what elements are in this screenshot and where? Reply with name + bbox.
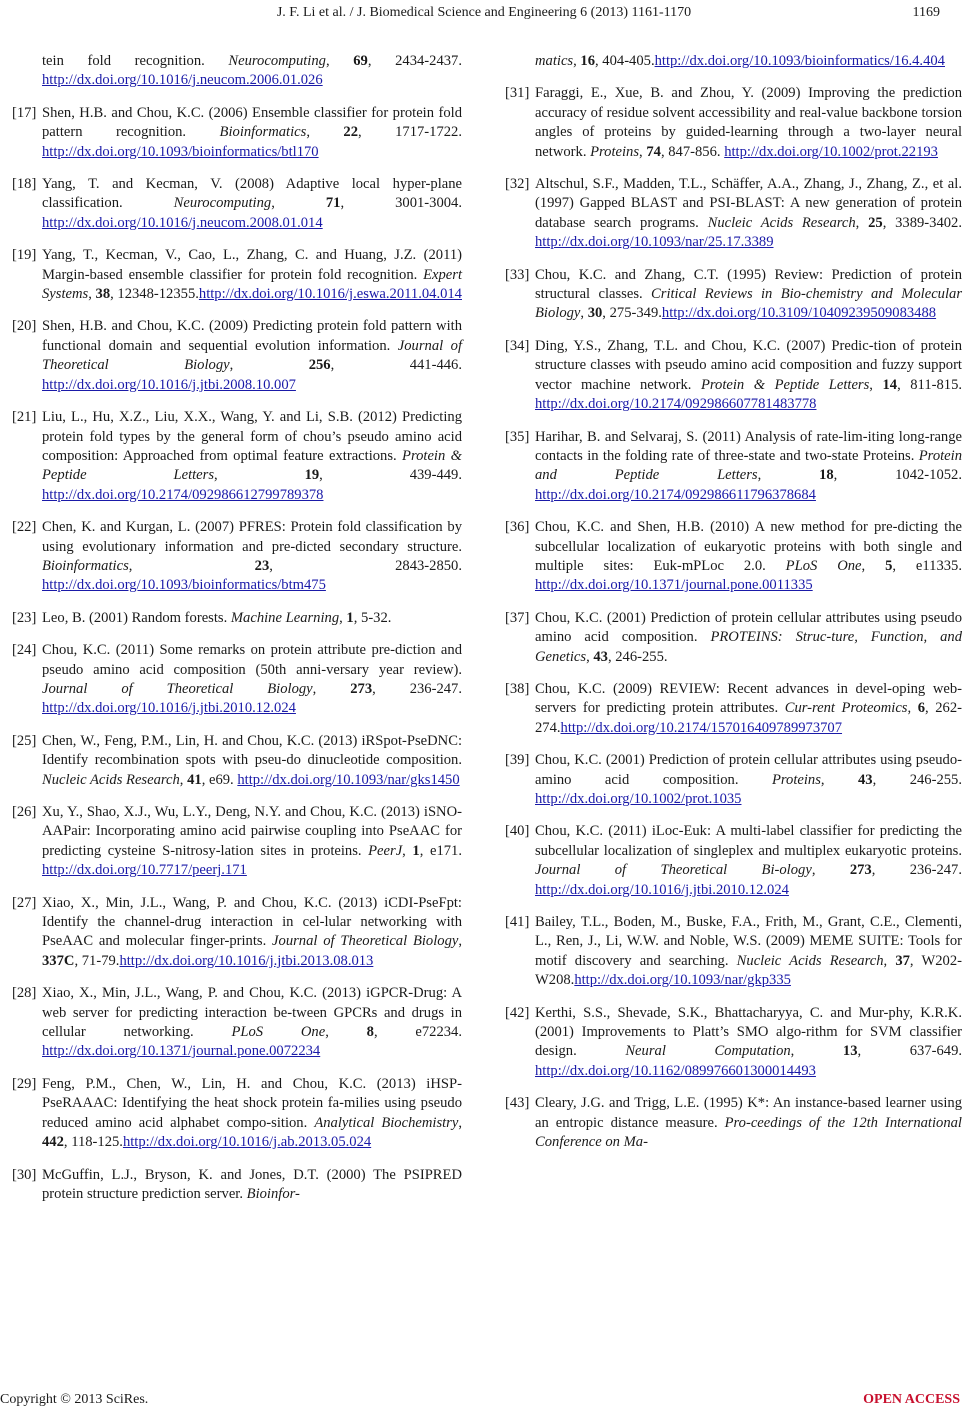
reference-text: Chou, K.C. (2001) Prediction of protein cellular attributes using pseudo amino acid composition. [535,609,962,646]
doi-link[interactable]: http://dx.doi.org/10.1016/j.jtbi.2013.08.013 [119,952,374,969]
reference-text: McGuffin, L.J., Bryson, K. and Jones, D.T. (2000) The PSIPRED protein structure prediction server. [42,1166,462,1202]
volume-number: 41 [187,771,202,788]
page-range: , 275-349. [602,305,662,322]
journal-name: matics [535,53,574,69]
reference-number: [37] [505,609,530,626]
page-range: , 1717-1722. [358,124,463,141]
journal-name: Journal of Theoretical Biology [42,680,313,697]
reference-entry [505,1094,962,1152]
reference-entry [12,1166,462,1205]
right-column [505,52,962,1166]
volume-number: 18 [819,467,834,484]
reference-entry: [22] Chen, K. and Kurgan, L. (2007) PFRES: Protein fold classification by using evolutionary information and pre-dicted secondary structure. Bioinformatics, 23, 2843-2850. http://dx.doi.org/10.1093/bioinformatics/btm475 [12,518,462,596]
reference-text: Chou, K.C. and Shen, H.B. (2010) A new method for pre-dicting the subcellular localization of eukaryotic proteins with both single and multiple sites: Euk-mPLoc 2.0. [535,519,962,574]
page-range: , e72234. [373,1024,463,1041]
reference-text: Xu, Y., Shao, X.J., Wu, L.Y., Deng, N.Y. and Chou, K.C. (2013) iSNO-AAPair: Incorporating amino acid pairwise coupling into PseAAC for predicting cysteine S-nitrosy-lation sites in proteins. [42,804,462,859]
doi-link[interactable]: http://dx.doi.org/10.2174/092986611796378684 [535,486,816,503]
reference-text: Chou, K.C. (2009) REVIEW: Recent advances in devel-oping web-servers for predicting protein attributes. [535,680,962,717]
page-range: , 439-449. [319,467,462,484]
journal-name: Pro-ceedings of the 12th International Conference on Ma- [535,1114,962,1151]
volume-number: 74 [646,143,661,160]
reference-text: Chou, K.C. and Zhang, C.T. (1995) Review: Prediction of protein structural classes. [535,266,962,303]
volume-number: 38 [95,286,111,303]
doi-link[interactable]: http://dx.doi.org/10.7717/peerj.171 [42,862,247,879]
doi-link[interactable]: http://dx.doi.org/10.1002/prot.1035 [535,791,742,807]
reference-text: Shen, H.B. and Chou, K.C. (2009) Predicting protein fold pattern with functional domain and sequential evolution information. [42,318,462,354]
volume-number: 273 [849,862,872,879]
volume-number: 30 [587,305,603,322]
reference-text: Harihar, B. and Selvaraj, S. (2011) Analysis of rate-lim-iting long-range contacts in the folding rate of three-state and two-state Proteins. [535,428,962,464]
journal-name: Machine Learning [230,609,340,626]
reference-text: Chen, W., Feng, P.M., Lin, H. and Chou, K.C. (2013) iRSpot-PseDNC: Identify recombination spots with pseu-do dinucleotide composition. [42,732,462,769]
doi-link[interactable]: http://dx.doi.org/10.1016/j.jtbi.2008.10.007 [42,376,296,393]
page-range: , e11335. [892,557,962,574]
reference-entry: tein fold recognition. Neurocomputing, 69, 2434-2437.http://dx.doi.org/10.1016/j.neucom.2006.01.026 [12,52,462,91]
volume-number: 22 [343,124,359,141]
reference-text: Liu, L., Hu, X.Z., Liu, X.X., Wang, Y. and Li, S.B. (2012) Predicting protein fold types by the general form of chou’s pseudo amino acid composition: Approached from optimal feature extractions. [42,409,462,464]
reference-entry: [32] Altschul, S.F., Madden, T.L., Schäffer, A.A., Zhang, J., Zhang, Z., et al. (1997) Gapped BLAST and PSI-BLAST: A new generation of protein database search programs. Nucleic Acids Research, 25, 3389-3402.http://dx.doi.org/10.1093/nar/25.17.3389 [505,175,962,253]
reference-number: [39] [505,752,530,769]
reference-number: [32] [505,176,530,193]
reference-text: Shen, H.B. and Chou, K.C. (2006) Ensemble classifier for protein fold pattern recognition. [42,104,462,141]
volume-number: 16 [580,53,595,69]
reference-entry: [27] Xiao, X., Min, J.L., Wang, P. and Chou, K.C. (2013) iCDI-PseFpt: Identify the channel-drug interaction in cel-lular networking with PseAAC and molecular finger-prints. Journal of Theoretical Biology, 337C, 71-79.http://dx.doi.org/10.1016/j.jtbi.2013.08.013 [12,894,462,972]
reference-text: tein fold recognition. [42,53,229,69]
reference-number: [41] [505,914,530,931]
doi-link[interactable]: http://dx.doi.org/10.1016/j.neucom.2008.01.014 [42,214,323,231]
reference-text: Xiao, X., Min, J.L., Wang, P. and Chou, K.C. (2013) iCDI-PseFpt: Identify the channel-drug interaction in cel-lular networking with PseAAC and molecular finger-prints. [42,894,462,950]
page-range: , 3001-3004. [340,195,463,212]
reference-entry: [41] Bailey, T.L., Boden, M., Buske, F.A., Frith, M., Grant, C.E., Clementi, L., Ren, J., Li, W.W. and Noble, W.S. (2009) MEME SUITE: Tools for motif discovery and searching. Nucleic Acids Research, 37, W202-W208.http://dx.doi.org/10.1093/nar/gkp335 [505,913,962,991]
volume-number: 14 [882,376,898,393]
page-range: , 236-247. [372,680,463,697]
page-range: , 2434-2437. [367,53,463,69]
page-range: , W202-W208. [535,952,962,989]
journal-name: Nucleic Acids Research [707,214,856,231]
journal-name: Critical Reviews in Bio-chemistry and Molecular Biology [535,286,962,322]
left-column [12,52,462,1217]
journal-name: Neurocomputing [228,53,326,69]
reference-number: [31] [505,85,530,102]
journal-name: Neurocomputing [173,195,272,212]
journal-name: Bioinfor- [246,1185,300,1202]
journal-name: PLoS One [785,557,862,574]
volume-number: 19 [304,467,320,484]
reference-entry: [17] Shen, H.B. and Chou, K.C. (2006) Ensemble classifier for protein fold pattern recognition. Bioinformatics, 22, 1717-1722.http://dx.doi.org/10.1093/bioinformatics/btl170 [12,104,462,162]
journal-name: Protein & Peptide Letters [42,447,462,484]
journal-name: PLoS One [231,1024,326,1041]
reference-text: Chou, K.C. (2011) iLoc-Euk: A multi-label classifier for predicting the subcellular localization of singleplex and multiplex eukaryotic proteins. [535,823,962,859]
page-range: , 262-274. [535,700,962,736]
page-range: , 404-405. [595,53,655,69]
reference-number: [34] [505,337,530,354]
reference-number: [36] [505,519,530,536]
reference-number: [18] [12,176,37,193]
journal-name: Neural Computation [625,1043,791,1060]
reference-number: [24] [12,642,37,659]
reference-text: Chen, K. and Kurgan, L. (2007) PFRES: Protein fold classification by using evolutionary information and pre-dicted secondary structure. [42,519,462,555]
reference-number: [21] [12,409,37,426]
reference-number: [25] [12,732,37,749]
doi-link[interactable]: http://dx.doi.org/10.1002/prot.22193 [724,143,938,160]
copyright-notice: Copyright © 2013 SciRes. [0,1392,149,1407]
reference-text: Chou, K.C. (2011) Some remarks on protein attribute pre-diction and pseudo amino acid composition (50th anni-versary year review). [42,642,462,678]
journal-name: Nucleic Acids Research [42,771,180,788]
reference-number: [22] [12,519,37,536]
doi-link[interactable]: http://dx.doi.org/10.1093/nar/gkp335 [574,972,791,989]
reference-number: [27] [12,894,37,911]
reference-entry: [35] Harihar, B. and Selvaraj, S. (2011) Analysis of rate-lim-iting long-range contacts in the folding rate of three-state and two-state Proteins. Protein and Peptide Letters, 18, 1042-1052.http://dx.doi.org/10.2174/092986611796378684 [505,428,962,506]
reference-number: [28] [12,985,37,1002]
volume-number: 69 [353,53,368,69]
page-number: 1169 [912,5,940,20]
reference-text: Leo, B. (2001) Random forests. [42,609,231,626]
doi-link[interactable]: http://dx.doi.org/10.1093/bioinformatics/btl170 [42,143,319,160]
doi-link[interactable]: http://dx.doi.org/10.1016/j.ab.2013.05.024 [122,1134,372,1151]
volume-number: 256 [308,357,331,374]
reference-entry: [38] Chou, K.C. (2009) REVIEW: Recent advances in devel-oping web-servers for predicting protein attributes. Cur-rent Proteomics, 6, 262-274.http://dx.doi.org/10.2174/157016409789973707 [505,680,962,738]
reference-entry: [36] Chou, K.C. and Shen, H.B. (2010) A new method for pre-dicting the subcellular localization of eukaryotic proteins with both single and multiple sites: Euk-mPLoc 2.0. PLoS One, 5, e11335.http://dx.doi.org/10.1371/journal.pone.0011335 [505,518,962,596]
volume-number: 13 [842,1043,858,1060]
journal-name: Proteins [590,143,640,160]
reference-number: [40] [505,823,530,840]
page-range: , 2843-2850. [269,557,462,574]
reference-number: [29] [12,1075,37,1092]
journal-name: Analytical Biochemistry [314,1114,459,1131]
reference-number: [23] [12,609,37,626]
page-range: , e69. [201,771,238,788]
journal-name: Journal of Theoretical Bi-ology [535,862,812,879]
page-range: , 811-815. [897,376,963,393]
reference-entry: [24] Chou, K.C. (2011) Some remarks on protein attribute pre-diction and pseudo amino acid composition (50th anni-versary year review). Journal of Theoretical Biology, 273, 236-247. http://dx.doi.org/10.1016/j.jtbi.2010.12.024 [12,641,462,719]
reference-text: Feng, P.M., Chen, W., Lin, H. and Chou, K.C. (2013) iHSP-PseRAAAC: Identifying the heat shock protein fa-milies using pseudo reduced amino acid alphabet compo-sition. [42,1075,462,1131]
doi-link[interactable]: http://dx.doi.org/10.1016/j.jtbi.2010.12.024 [535,881,789,898]
doi-link[interactable]: http://dx.doi.org/10.1093/bioinformatics/16.4.404 [654,53,945,69]
reference-entry: [37] Chou, K.C. (2001) Prediction of protein cellular attributes using pseudo amino acid composition. PROTEINS: Struc-ture, Function, and Genetics, 43, 246-255. [505,609,962,665]
volume-number: 71 [325,195,341,212]
reference-entry: [34] Ding, Y.S., Zhang, T.L. and Chou, K.C. (2007) Predic-tion of protein structure classes with pseudo amino acid composition and fuzzy support vector machine network. Protein & Peptide Letters, 14, 811-815.http://dx.doi.org/10.2174/092986607781483778 [505,337,962,415]
doi-link[interactable]: http://dx.doi.org/10.2174/157016409789973707 [560,719,843,736]
reference-entry: [25] Chen, W., Feng, P.M., Lin, H. and Chou, K.C. (2013) iRSpot-PseDNC: Identify recombination spots with pseu-do dinucleotide composition. Nucleic Acids Research, 41, e69. http://dx.doi.org/10.1093/nar/gks1450 [12,732,462,790]
volume-number: 8 [366,1024,374,1041]
doi-link[interactable]: http://dx.doi.org/10.1371/journal.pone.0072234 [42,1043,321,1060]
doi-link[interactable]: http://dx.doi.org/10.1016/j.eswa.2011.04.014 [198,286,462,303]
volume-number: 1 [412,842,420,859]
volume-number: 25 [868,214,883,231]
page-range: , 12348-12355. [110,286,199,303]
volume-number: 43 [858,771,873,788]
reference-entry: [29] Feng, P.M., Chen, W., Lin, H. and Chou, K.C. (2013) iHSP-PseRAAAC: Identifying the heat shock protein fa-milies using pseudo reduced amino acid alphabet compo-sition. Analytical Biochemistry, 442, 118-125.http://dx.doi.org/10.1016/j.ab.2013.05.024 [12,1075,462,1153]
doi-link[interactable]: http://dx.doi.org/10.3109/10409239509083488 [661,305,937,322]
volume-number: 273 [350,680,373,697]
reference-entry: [42] Kerthi, S.S., Shevade, S.K., Bhattacharyya, C. and Mur-phy, K.R.K. (2001) Improvements to Platt’s SMO algo-rithm for SVM classifier design. Neural Computation, 13, 637-649. http://dx.doi.org/10.1162/089976601300014493 [505,1004,962,1082]
doi-link[interactable]: http://dx.doi.org/10.1371/journal.pone.0011335 [535,577,813,594]
reference-text: Bailey, T.L., Boden, M., Buske, F.A., Frith, M., Grant, C.E., Clementi, L., Ren, J., Li, W.W. and Noble, W.S. (2009) MEME SUITE: Tools for motif discovery and searching. [535,914,962,969]
reference-text: Altschul, S.F., Madden, T.L., Schäffer, A.A., Zhang, J., Zhang, Z., et al. (1997) Gapped BLAST and PSI-BLAST: A new generation of protein database search programs. [535,176,962,231]
page-range: , e171. [419,842,462,859]
page-range: , 441-446. [330,357,462,374]
reference-text: Yang, T. and Kecman, V. (2008) Adaptive local hyper-plane classification. [42,176,462,212]
journal-name: Journal of Theoretical Biology [272,933,459,950]
reference-text: Chou, K.C. (2001) Prediction of protein cellular attributes using pseudo-amino acid composition. [535,752,962,788]
page-range: , 71-79. [74,952,120,969]
reference-text: Kerthi, S.S., Shevade, S.K., Bhattacharyya, C. and Mur-phy, K.R.K. (2001) Improvements to Platt’s SMO algo-rithm for SVM classifier design. [535,1004,962,1060]
doi-link[interactable]: http://dx.doi.org/10.2174/092986607781483778 [535,396,817,413]
doi-link[interactable]: http://dx.doi.org/10.1093/nar/25.17.3389 [535,234,774,251]
reference-entry: [26] Xu, Y., Shao, X.J., Wu, L.Y., Deng, N.Y. and Chou, K.C. (2013) iSNO-AAPair: Incorporating amino acid pairwise coupling into PseAAC for predicting cysteine S-nitrosy-lation sites in proteins. PeerJ, 1, e171.http://dx.doi.org/10.7717/peerj.171 [12,803,462,881]
volume-number: 37 [895,952,910,969]
page-range: , 637-649. [857,1043,963,1060]
doi-link[interactable]: http://dx.doi.org/10.1016/j.jtbi.2010.12.024 [42,700,296,717]
volume-number: 442 [42,1134,64,1151]
reference-number: [17] [12,104,37,121]
reference-text: Cleary, J.G. and Trigg, L.E. (1995) K*: An instance-based learner using an entropic distance measure. [535,1095,962,1131]
volume-number: 337C [42,952,75,969]
reference-number: [33] [505,266,530,283]
journal-name: PROTEINS: Struc-ture, Function, and Genetics [535,629,962,665]
reference-entry: [18] Yang, T. and Kecman, V. (2008) Adaptive local hyper-plane classification. Neurocomputing, 71, 3001-3004.http://dx.doi.org/10.1016/j.neucom.2008.01.014 [12,175,462,233]
journal-name: Cur-rent Proteomics [784,700,908,717]
reference-number: [43] [505,1095,530,1112]
volume-number: 23 [254,557,270,574]
reference-text: Xiao, X., Min, J.L., Wang, P. and Chou, K.C. (2013) iGPCR-Drug: A web server for predicting interaction be-tween GPCRs and drugs in cellular networking. [42,985,462,1041]
volume-number: 43 [593,648,608,665]
page-range: , 847-856. [660,143,725,160]
journal-name: Journal of Theoretical Biology [42,337,462,374]
journal-name: Protein and Peptide Letters [535,447,962,484]
reference-number: [30] [12,1166,37,1183]
journal-name: Protein & Peptide Letters [700,376,870,393]
page-range: , 236-247. [871,862,962,879]
page-range: , 5-32. [353,609,392,626]
reference-number: [20] [12,318,37,335]
running-title: J. F. Li et al. / J. Biomedical Science and Engineering 6 (2013) 1161-1170 [276,5,692,20]
journal-name: Bioinformatics [42,557,129,574]
page-range: , 1042-1052. [833,467,962,484]
reference-entry: [21] Liu, L., Hu, X.Z., Liu, X.X., Wang, Y. and Li, S.B. (2012) Predicting protein fold types by the general form of chou’s pseudo amino acid composition: Approached from optimal feature extractions. Protein & Peptide Letters, 19, 439-449. http://dx.doi.org/10.2174/092986612799789378 [12,408,462,505]
journal-name: Nucleic Acids Research [736,952,884,969]
reference-entry: matics, 16, 404-405.http://dx.doi.org/10.1093/bioinformatics/16.4.404 [505,52,962,71]
reference-text: Yang, T., Kecman, V., Cao, L., Zhang, C. and Huang, J.Z. (2011) Margin-based ensemble classifier for protein fold recognition. [42,247,462,283]
volume-number: 6 [917,700,926,717]
reference-entry: [33] Chou, K.C. and Zhang, C.T. (1995) Review: Prediction of protein structural classes. Critical Reviews in Bio-chemistry and Molecular Biology, 30, 275-349.http://dx.doi.org/10.3109/10409239509083488 [505,266,962,324]
reference-entry: [23] Leo, B. (2001) Random forests. Machine Learning, 1, 5-32. [12,609,462,628]
doi-link[interactable]: http://dx.doi.org/10.1016/j.neucom.2006.01.026 [42,72,323,89]
reference-number: [38] [505,680,530,697]
page-range: , 118-125. [63,1134,123,1151]
volume-number: 5 [885,557,893,574]
reference-entry: [39] Chou, K.C. (2001) Prediction of protein cellular attributes using pseudo-amino acid composition. Proteins, 43, 246-255. http://dx.doi.org/10.1002/prot.1035 [505,751,962,809]
journal-name: PeerJ [368,842,403,859]
reference-number: [19] [12,247,37,264]
journal-name: Proteins [771,771,821,788]
reference-number: [26] [12,804,37,820]
open-access-label: OPEN ACCESS [863,1392,960,1407]
page-range: , 246-255. [607,648,668,665]
doi-link[interactable]: http://dx.doi.org/10.1093/nar/gks1450 [237,771,460,788]
journal-name: Expert Systems [42,266,462,303]
reference-entry: [28] Xiao, X., Min, J.L., Wang, P. and Chou, K.C. (2013) iGPCR-Drug: A web server for predicting interaction be-tween GPCRs and drugs in cellular networking. PLoS One, 8, e72234.http://dx.doi.org/10.1371/journal.pone.0072234 [12,984,462,1062]
reference-entry: [19] Yang, T., Kecman, V., Cao, L., Zhang, C. and Huang, J.Z. (2011) Margin-based ensemble classifier for protein fold recognition. Expert Systems, 38, 12348-12355.http://dx.doi.org/10.1016/j.eswa.2011.04.014 [12,246,462,304]
page-range: , 246-255. [872,771,962,788]
reference-text: Ding, Y.S., Zhang, T.L. and Chou, K.C. (2007) Predic-tion of protein structure classes with pseudo amino acid composition and fuzzy support vector machine network. [535,337,962,393]
journal-name: Bioinformatics [219,124,307,141]
reference-entry: [20] Shen, H.B. and Chou, K.C. (2009) Predicting protein fold pattern with functional domain and sequential evolution information. Journal of Theoretical Biology, 256, 441-446. http://dx.doi.org/10.1016/j.jtbi.2008.10.007 [12,317,462,395]
reference-entry: [40] Chou, K.C. (2011) iLoc-Euk: A multi-label classifier for predicting the subcellular localization of singleplex and multiplex eukaryotic proteins. Journal of Theoretical Bi-ology, 273, 236-247.http://dx.doi.org/10.1016/j.jtbi.2010.12.024 [505,822,962,900]
volume-number: 1 [346,609,354,626]
reference-text: Faraggi, E., Xue, B. and Zhou, Y. (2009) Improving the prediction accuracy of residue solvent accessibility and real-value backbone torsion angles of proteins by guided-learning through a two-layer neural network. [535,85,962,160]
reference-entry: [31] Faraggi, E., Xue, B. and Zhou, Y. (2009) Improving the prediction accuracy of residue solvent accessibility and real-value backbone torsion angles of proteins by guided-learning through a two-layer neural network. Proteins, 74, 847-856. http://dx.doi.org/10.1002/prot.22193 [505,84,962,162]
reference-number: [35] [505,428,530,445]
doi-link[interactable]: http://dx.doi.org/10.2174/092986612799789378 [42,486,324,503]
doi-link[interactable]: http://dx.doi.org/10.1093/bioinformatics/btm475 [42,577,326,594]
reference-number: [42] [505,1004,530,1021]
page-range: , 3389-3402. [882,214,962,231]
doi-link[interactable]: http://dx.doi.org/10.1162/089976601300014493 [535,1062,816,1079]
